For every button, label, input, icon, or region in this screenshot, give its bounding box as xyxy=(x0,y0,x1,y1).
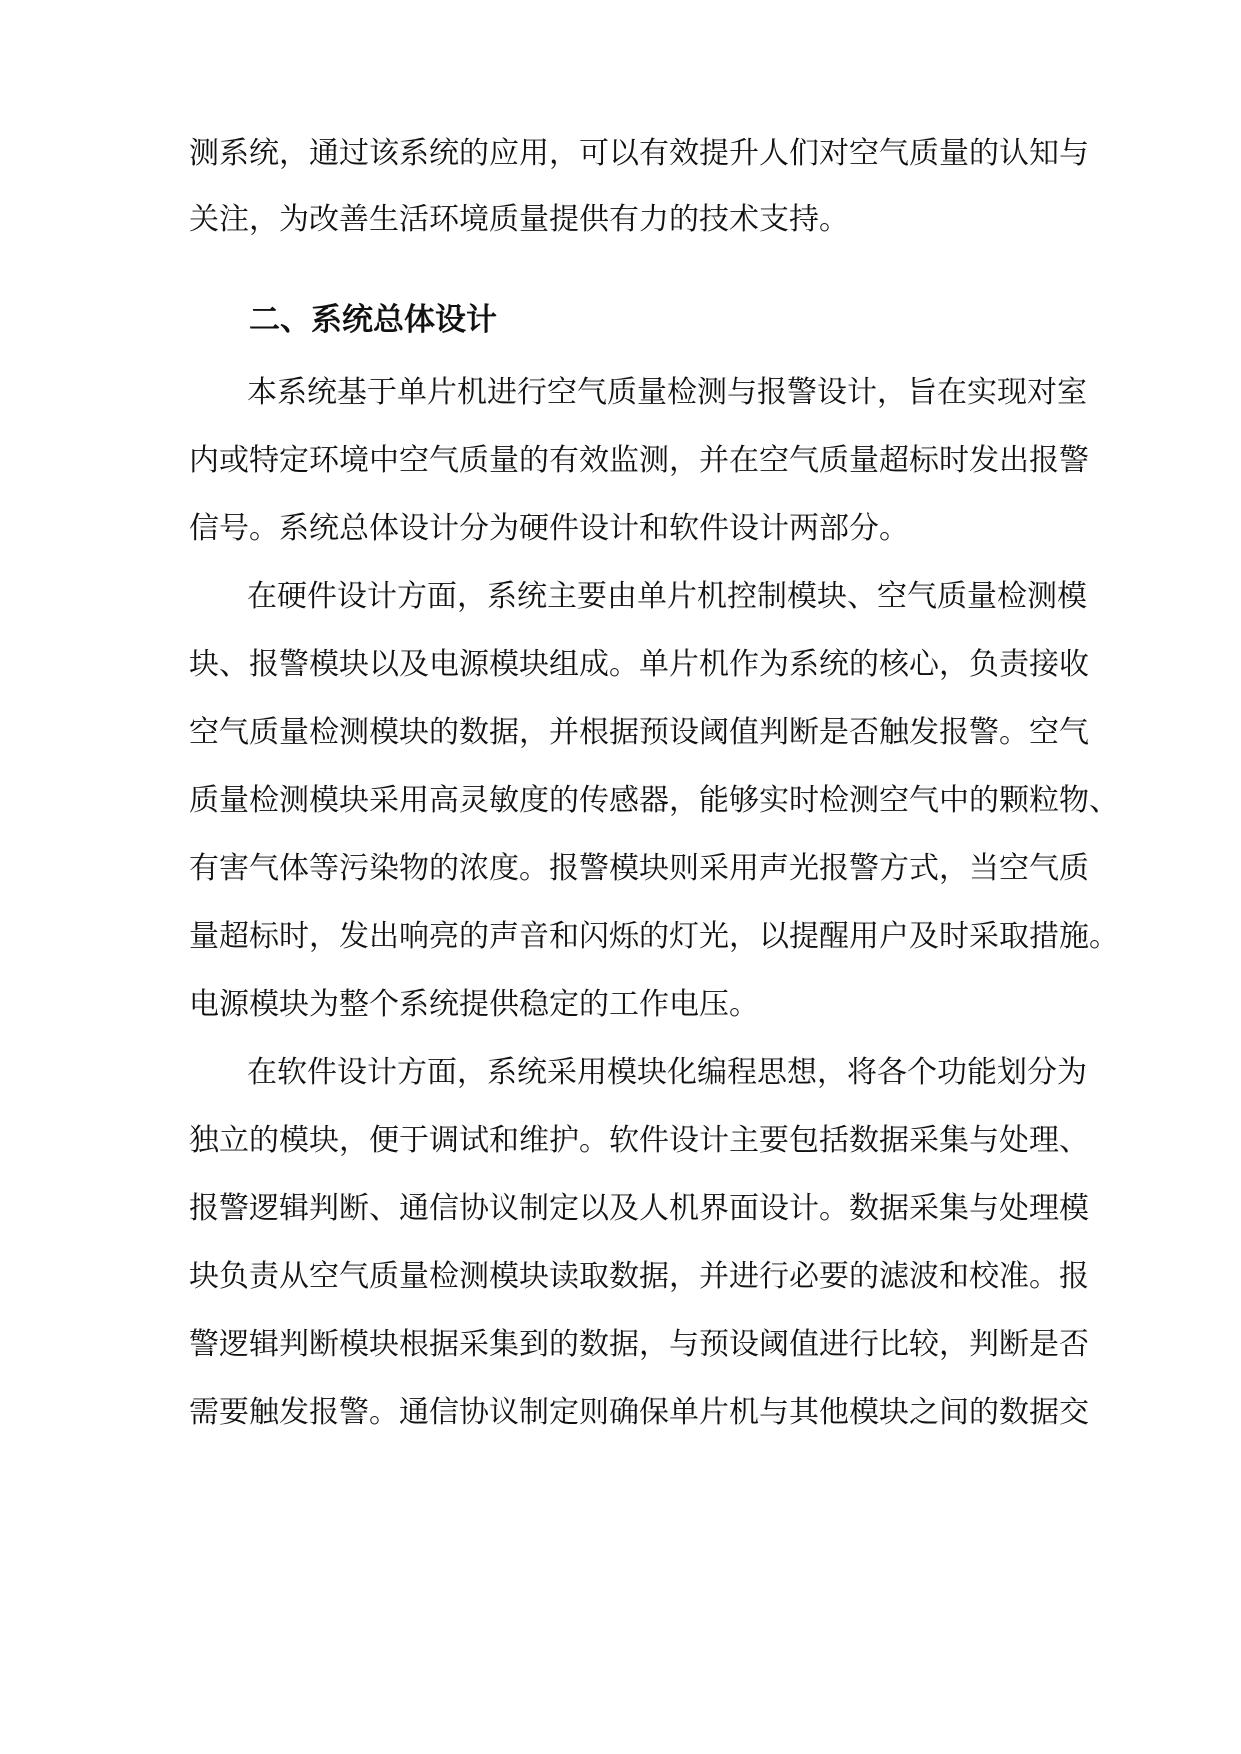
paragraph-2-line-4: 质量检测模块采用高灵敏度的传感器，能够实时检测空气中的颗粒物、 xyxy=(189,783,1119,818)
paragraph-3-line-5: 警逻辑判断模块根据采集到的数据，与预设阈值进行比较，判断是否 xyxy=(189,1327,1089,1362)
paragraph-3-line-2: 独立的模块，便于调试和维护。软件设计主要包括数据采集与处理、 xyxy=(189,1123,1089,1158)
paragraph-2-line-1: 在硬件设计方面，系统主要由单片机控制模块、空气质量检测模 xyxy=(247,579,1087,614)
paragraph-1-line-1: 本系统基于单片机进行空气质量检测与报警设计，旨在实现对室 xyxy=(247,375,1087,410)
intro-line-1: 测系统，通过该系统的应用，可以有效提升人们对空气质量的认知与 xyxy=(189,136,1089,171)
paragraph-1-line-2: 内或特定环境中空气质量的有效监测，并在空气质量超标时发出报警 xyxy=(189,443,1089,478)
paragraph-2-line-3: 空气质量检测模块的数据，并根据预设阈值判断是否触发报警。空气 xyxy=(189,715,1089,750)
intro-line-2: 关注，为改善生活环境质量提供有力的技术支持。 xyxy=(189,202,849,237)
paragraph-3-line-4: 块负责从空气质量检测模块读取数据，并进行必要的滤波和校准。报 xyxy=(189,1259,1089,1294)
paragraph-3-line-3: 报警逻辑判断、通信协议制定以及人机界面设计。数据采集与处理模 xyxy=(189,1191,1089,1226)
paragraph-2-line-2: 块、报警模块以及电源模块组成。单片机作为系统的核心，负责接收 xyxy=(189,647,1089,682)
paragraph-2-line-6: 量超标时，发出响亮的声音和闪烁的灯光，以提醒用户及时采取措施。 xyxy=(189,919,1119,954)
paragraph-2-line-7: 电源模块为整个系统提供稳定的工作电压。 xyxy=(189,987,759,1022)
paragraph-2-line-5: 有害气体等污染物的浓度。报警模块则采用声光报警方式，当空气质 xyxy=(189,851,1089,886)
section-heading: 二、系统总体设计 xyxy=(249,302,497,338)
paragraph-3-line-6: 需要触发报警。通信协议制定则确保单片机与其他模块之间的数据交 xyxy=(189,1395,1089,1430)
paragraph-3-line-1: 在软件设计方面，系统采用模块化编程思想，将各个功能划分为 xyxy=(247,1055,1087,1090)
paragraph-1-line-3: 信号。系统总体设计分为硬件设计和软件设计两部分。 xyxy=(189,511,909,546)
